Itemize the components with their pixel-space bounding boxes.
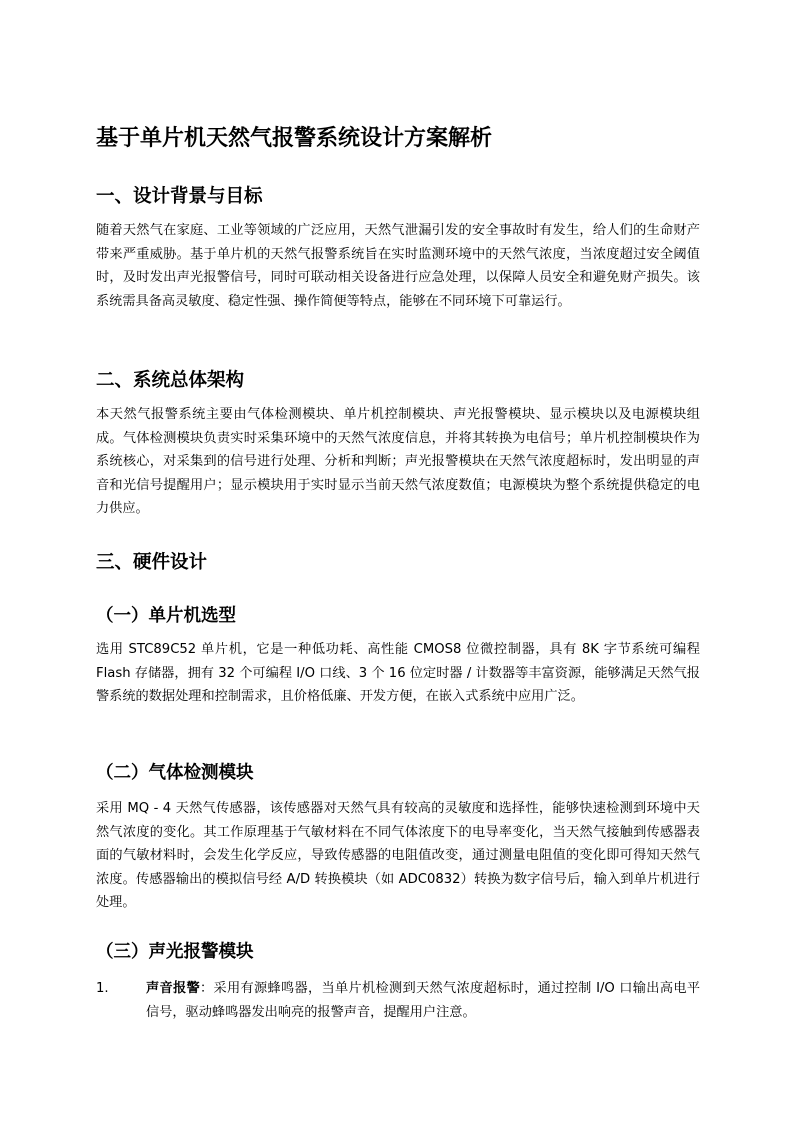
list-item-number: 1. [96,981,109,996]
section-heading-hardware: 三、硬件设计 [96,552,208,573]
list-item-text: ：采用有源蜂鸣器，当单片机检测到天然气浓度超标时，通过控制 I/O 口输出高电平信号，驱动蜂鸣器发出响亮的报警声音，提醒用户注意。 [146,981,701,1020]
background-paragraph: 随着天然气在家庭、工业等领域的广泛应用，天然气泄漏引发的安全事故时有发生，给人们的生命财产带来严重威胁。基于单片机的天然气报警系统旨在实时监测环境中的天然气浓度，当浓度超过安全阈值时，及时发出声光报警信号，同时可联动相关设备进行应急处理，以保障人员安全和避免财产损失。该系统需具备高灵敏度、稳定性强、操作简便等特点，能够在不同环境下可靠运行。 [96,223,700,309]
list-item-term: 声音报警 [146,981,201,996]
subsection-heading-alarm: （三）声光报警模块 [96,942,254,962]
document-title: 基于单片机天然气报警系统设计方案解析 [96,126,493,151]
section-heading-background: 一、设计背景与目标 [96,186,263,207]
subsection-heading-mcu: （一）单片机选型 [96,606,236,626]
mcu-paragraph: 选用 STC89C52 单片机，它是一种低功耗、高性能 CMOS8 位微控制器，具有 8K 字节系统可编程 Flash 存储器，拥有 32 个可编程 I/O 口线、3 个 16 位定时器 / 计数器等丰富资源，能够满足天然气报警系统的数据处理和控制需求，且价格低廉、开发方便，在嵌入式系统中应用广泛。 [96,642,700,704]
list-item [96,977,700,1024]
gas-detection-paragraph: 采用 MQ - 4 天然气传感器，该传感器对天然气具有较高的灵敏度和选择性，能够快速检测到环境中天然气浓度的变化。其工作原理基于气敏材料在不同气体浓度下的电导率变化，当天然气接触到传感器表面的气敏材料时，会发生化学反应，导致传感器的电阻值改变，通过测量电阻值的变化即可得知天然气浓度。传感器输出的模拟信号经 A/D 转换模块（如 ADC0832）转换为数字信号后，输入到单片机进行处理。 [96,801,700,910]
architecture-paragraph: 本天然气报警系统主要由气体检测模块、单片机控制模块、声光报警模块、显示模块以及电源模块组成。气体检测模块负责实时采集环境中的天然气浓度信息，并将其转换为电信号；单片机控制模块作为系统核心，对采集到的信号进行处理、分析和判断；声光报警模块在天然气浓度超标时，发出明显的声音和光信号提醒用户；显示模块用于实时显示当前天然气浓度数值；电源模块为整个系统提供稳定的电力供应。 [96,407,700,516]
list-item-body [146,977,700,1024]
subsection-heading-gas-detection: （二）气体检测模块 [96,763,254,783]
section-heading-architecture: 二、系统总体架构 [96,370,245,391]
